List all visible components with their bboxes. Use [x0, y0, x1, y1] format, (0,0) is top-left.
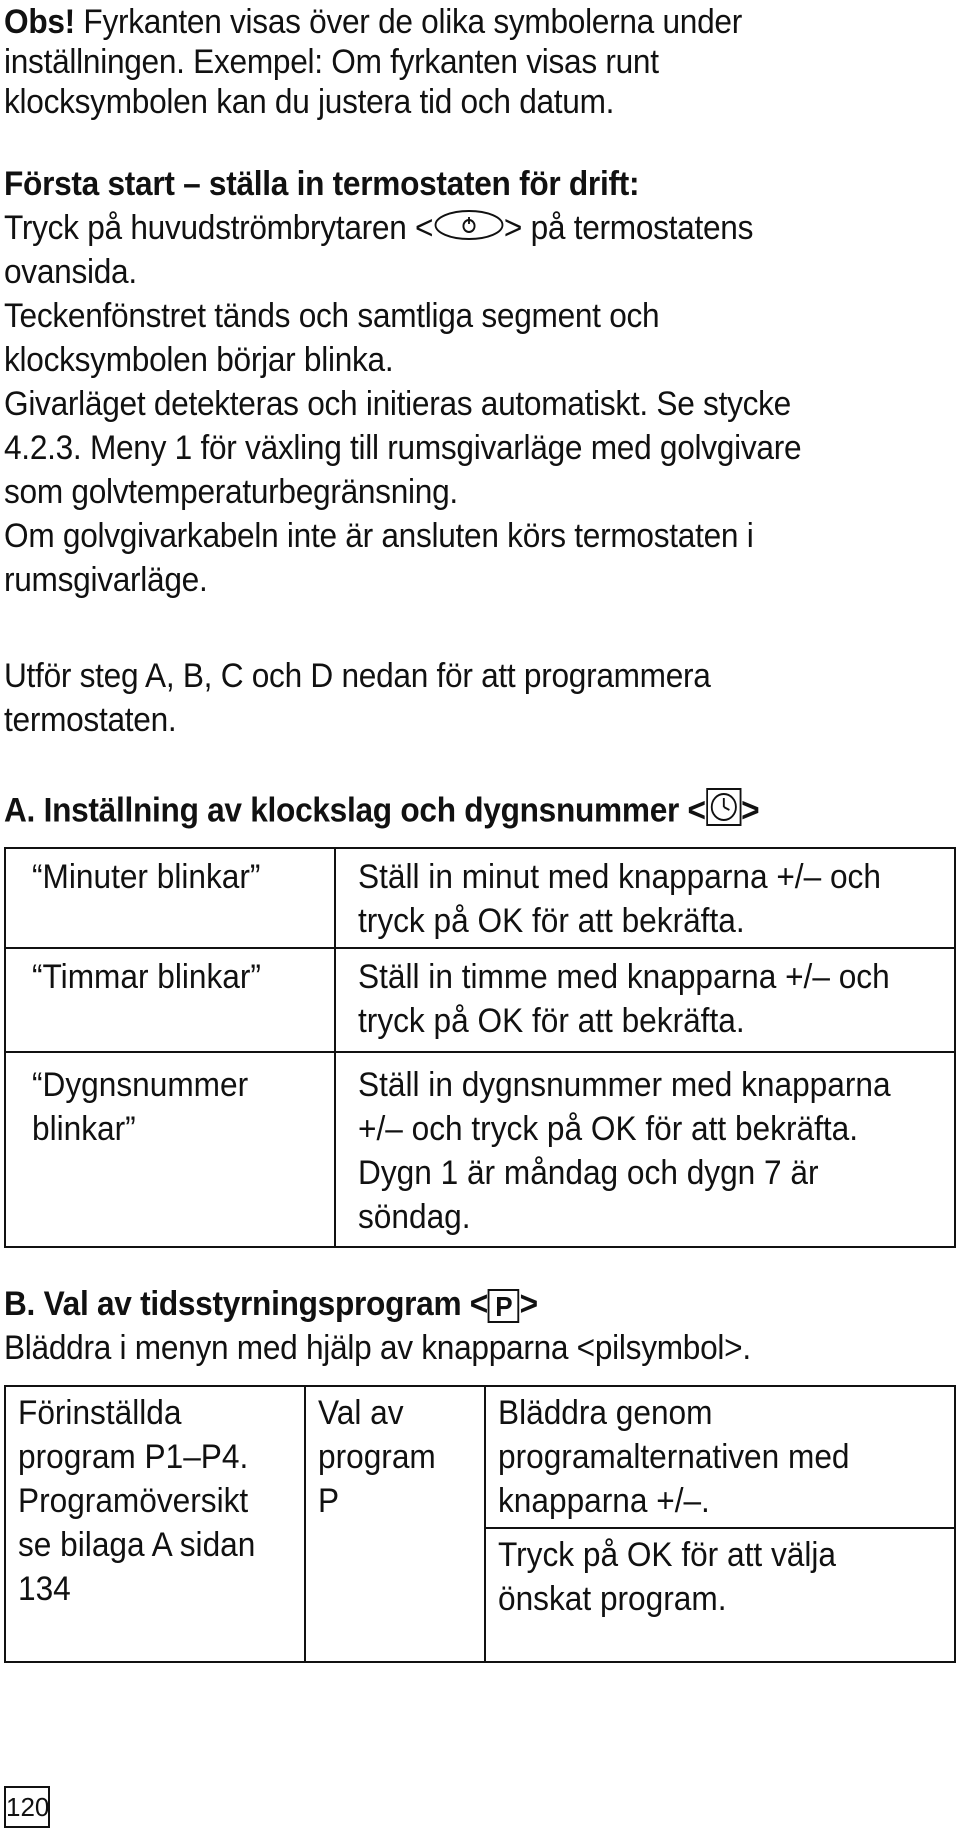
browse-text: programalternativen med	[498, 1438, 850, 1476]
steps-line-2: termostaten.	[4, 701, 177, 739]
section-a-heading	[4, 788, 888, 837]
row-state-minutes	[5, 848, 335, 948]
preset-text: program P1–P4.	[18, 1438, 249, 1476]
row-action-hours	[335, 948, 955, 1052]
first-start-line-3: Teckenfönstret tänds och samtliga segment och	[4, 297, 660, 335]
browse-text: Bläddra genom	[498, 1394, 713, 1432]
first-start-line-8: Om golvgivarkabeln inte är ansluten körs termostaten i	[4, 517, 754, 555]
page-number: 120	[4, 1786, 50, 1828]
note-label: Obs!	[4, 3, 75, 41]
first-start-line-2: ovansida.	[4, 253, 137, 291]
first-start-line-1	[4, 206, 888, 254]
section-a-heading-close: >	[741, 791, 760, 830]
clock-settings-table	[4, 847, 956, 1248]
first-start-line-7: som golvtemperaturbegränsning.	[4, 473, 458, 511]
confirm-cell	[485, 1528, 955, 1662]
section-b-heading-close: >	[519, 1285, 538, 1323]
action-text: tryck på OK för att bekräfta.	[358, 1002, 745, 1040]
preset-text: Förinställda	[18, 1394, 182, 1432]
state-text: blinkar”	[32, 1110, 136, 1148]
select-text: Val av	[318, 1394, 404, 1432]
program-table	[4, 1385, 956, 1663]
action-text: Dygn 1 är måndag och dygn 7 är	[358, 1154, 819, 1192]
action-text: Ställ in timme med knapparna +/– och	[358, 958, 890, 996]
power-text-pre: Tryck på huvudströmbrytaren <	[4, 209, 434, 247]
note-line-3: klocksymbolen kan du justera tid och datum.	[4, 83, 615, 121]
select-program-cell	[305, 1386, 485, 1662]
preset-text: se bilaga A sidan	[18, 1526, 256, 1564]
row-action-minutes	[335, 848, 955, 948]
program-p-letter: P	[495, 1291, 513, 1323]
section-a-heading-text: A. Inställning av klockslag och dygnsnummer <	[4, 791, 706, 830]
action-text: +/– och tryck på OK för att bekräfta.	[358, 1110, 859, 1148]
preset-programs-cell	[5, 1386, 305, 1662]
preset-text: Programöversikt	[18, 1482, 249, 1520]
clock-icon	[706, 788, 741, 837]
power-icon	[433, 207, 504, 254]
note-line-1	[4, 0, 888, 44]
state-text: “Dygnsnummer	[32, 1066, 249, 1104]
state-text: “Timmar blinkar”	[32, 958, 261, 996]
row-state-hours	[5, 948, 335, 1052]
select-text: program	[318, 1438, 436, 1476]
first-start-heading: Första start – ställa in termostaten för drift:	[4, 165, 640, 203]
power-text-post: > på termostatens	[503, 209, 754, 247]
action-text: tryck på OK för att bekräfta.	[358, 902, 745, 940]
row-action-day	[335, 1052, 955, 1247]
table-row	[5, 1386, 955, 1528]
browse-text: knapparna +/–.	[498, 1482, 710, 1520]
action-text: Ställ in minut med knapparna +/– och	[358, 858, 881, 896]
table-row	[5, 1052, 955, 1247]
table-row	[5, 948, 955, 1052]
table-row	[5, 848, 955, 948]
steps-line-1: Utför steg A, B, C och D nedan för att programmera	[4, 657, 711, 695]
select-text: P	[318, 1482, 340, 1520]
browse-cell	[485, 1386, 955, 1528]
row-state-day	[5, 1052, 335, 1247]
first-start-line-9: rumsgivarläge.	[4, 561, 208, 599]
preset-text: 134	[18, 1570, 71, 1608]
section-b-heading	[4, 1282, 888, 1326]
section-b-intro: Bläddra i menyn med hjälp av knapparna <pilsymbol>.	[4, 1329, 751, 1367]
note-text-1: Fyrkanten visas över de olika symbolerna under	[83, 3, 742, 41]
confirm-text: Tryck på OK för att välja	[498, 1536, 836, 1574]
state-text: “Minuter blinkar”	[32, 858, 261, 896]
action-text: Ställ in dygnsnummer med knapparna	[358, 1066, 891, 1104]
note-line-2: inställningen. Exempel: Om fyrkanten visas runt	[4, 43, 659, 81]
section-b-heading-text: B. Val av tidsstyrningsprogram <	[4, 1285, 488, 1323]
action-text: söndag.	[358, 1198, 471, 1236]
first-start-line-4: klocksymbolen börjar blinka.	[4, 341, 394, 379]
confirm-text: önskat program.	[498, 1580, 727, 1618]
program-p-icon	[488, 1289, 520, 1323]
first-start-line-6: 4.2.3. Meny 1 för växling till rumsgivarläge med golvgivare	[4, 429, 802, 467]
first-start-line-5: Givarläget detekteras och initieras automatiskt. Se stycke	[4, 385, 791, 423]
